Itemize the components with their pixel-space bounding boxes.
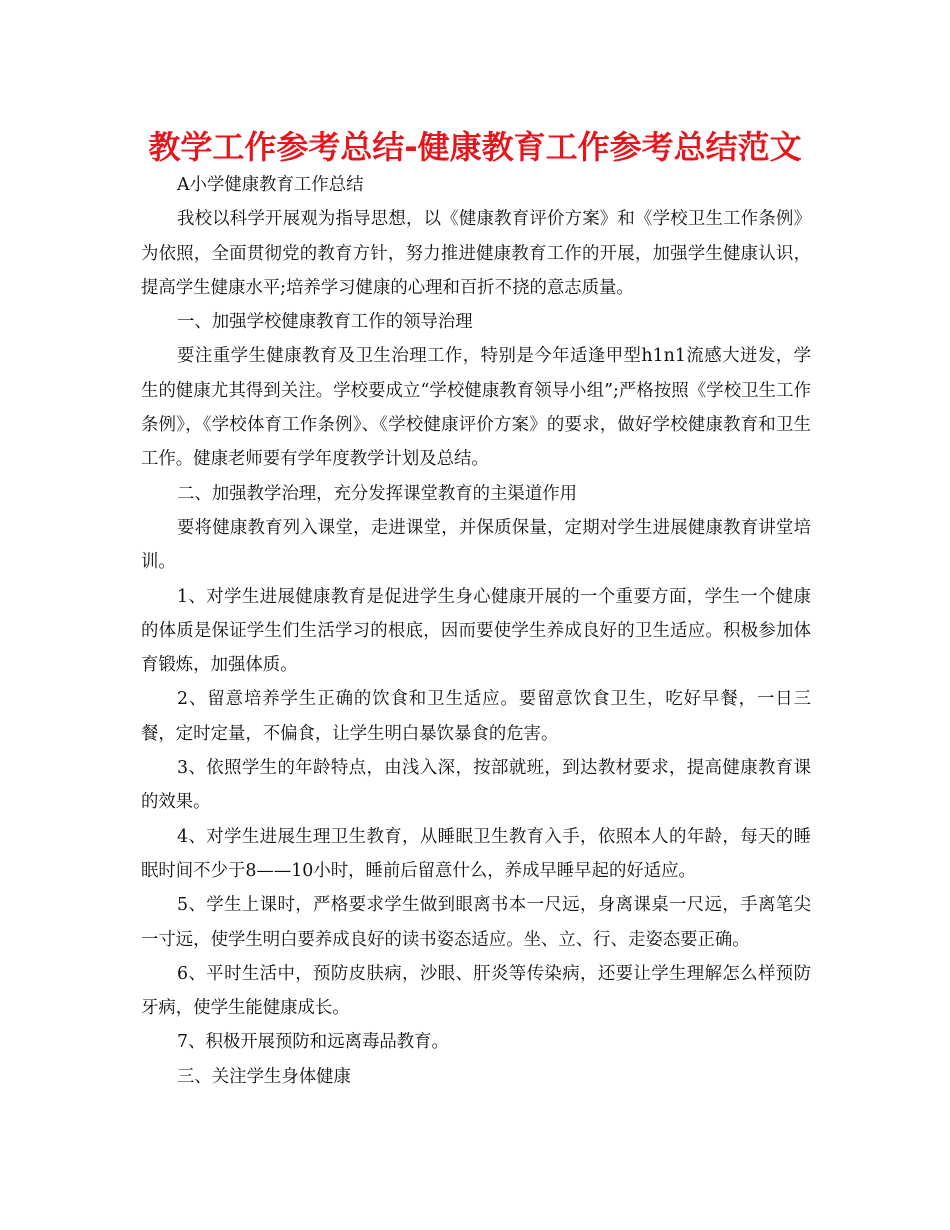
list-item: 2、留意培养学生正确的饮食和卫生适应。要留意饮食卫生，吃好早餐，一日三餐，定时定量，不偏食，让学生明白暴饮暴食的危害。 <box>141 689 811 744</box>
list-item: 5、学生上课时，严格要求学生做到眼离书本一尺远，身离课桌一尺远，手离笔尖一寸远，使学生明白要养成良好的读书姿态适应。坐、立、行、走姿态要正确。 <box>141 895 811 950</box>
list-item: 4、对学生进展生理卫生教育，从睡眠卫生教育入手，依照本人的年龄，每天的睡眠时间不少于8——10小时，睡前后留意什么，养成早睡早起的好适应。 <box>141 826 811 881</box>
document-body <box>141 168 811 1094</box>
list-item: 6、平时生活中，预防皮肤病，沙眼、肝炎等传染病，还要让学生理解怎么样预防牙病，使学生能健康成长。 <box>141 963 811 1019</box>
paragraph-subtitle: A小学健康教育工作总结 <box>177 175 364 195</box>
section-heading-3: 三、关注学生身体健康 <box>177 1066 351 1087</box>
document-title: 教学工作参考总结-健康教育工作参考总结范文 <box>148 128 802 166</box>
section-heading-2: 二、加强教学治理，充分发挥课堂教育的主渠道作用 <box>177 483 577 504</box>
paragraph: 要注重学生健康教育及卫生治理工作，特别是今年适逢甲型h1n1流感大迸发，学生的健康尤其得到关注。学校要成立“学校健康教育领导小组”;严格按照《学校卫生工作条例》，《学校体育工作条例》、《学校健康评价方案》的要求，做好学校健康教育和卫生工作。健康老师要有学年度教学计划及总结。 <box>141 346 811 470</box>
paragraph: 要将健康教育列入课堂，走进课堂，并保质保量，定期对学生进展健康教育讲堂培训。 <box>141 517 811 573</box>
list-item: 3、依照学生的年龄特点，由浅入深，按部就班，到达教材要求，提高健康教育课的效果。 <box>141 758 811 813</box>
paragraph-intro: 我校以科学开展观为指导思想，以《健康教育评价方案》和《学校卫生工作条例》为依照，全面贯彻党的教育方针，努力推进健康教育工作的开展，加强学生健康认识，提高学生健康水平;培养学习健康的心理和百折不挠的意志质量。 <box>141 209 811 298</box>
list-item: 7、积极开展预防和远离毒品教育。 <box>177 1032 449 1053</box>
section-heading-1: 一、加强学校健康教育工作的领导治理 <box>177 312 473 333</box>
list-item: 1、对学生进展健康教育是促进学生身心健康开展的一个重要方面，学生一个健康的体质是保证学生们生活学习的根底，因而要使学生养成良好的卫生适应。积极参加体育锻炼，加强体质。 <box>141 586 811 676</box>
